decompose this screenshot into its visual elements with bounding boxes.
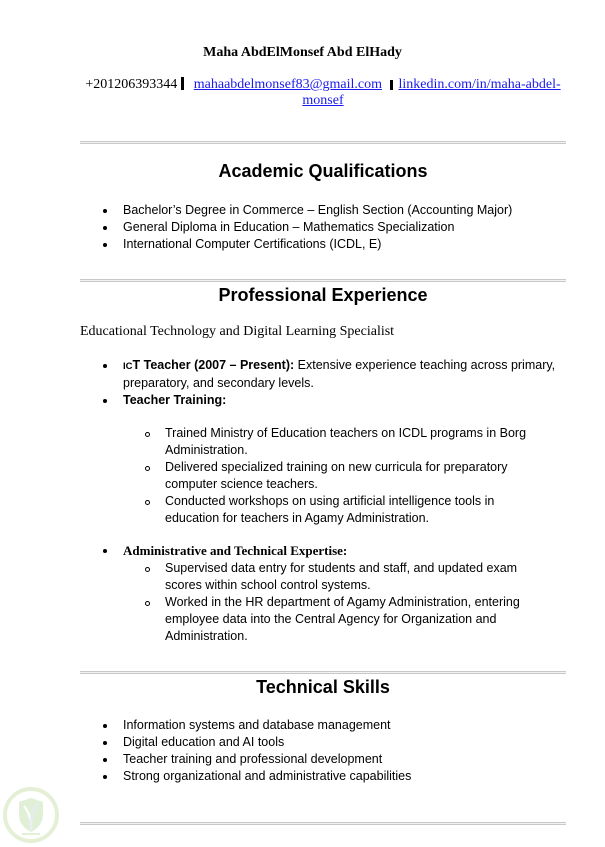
list-item-text: Information systems and database management bbox=[123, 718, 391, 732]
section-divider bbox=[80, 141, 566, 144]
section-divider bbox=[80, 279, 566, 282]
skills-list bbox=[100, 717, 411, 785]
list-item bbox=[142, 493, 542, 527]
list-item bbox=[100, 236, 512, 253]
circle-bullet-icon bbox=[145, 466, 150, 471]
list-item bbox=[142, 560, 542, 594]
list-item-text: General Diploma in Education – Mathematics Specialization bbox=[123, 220, 455, 234]
list-item bbox=[100, 717, 411, 734]
linkedin-link-line1: linkedin.com/in/maha-abdel- bbox=[398, 77, 561, 92]
section-title-skills: Technical Skills bbox=[256, 677, 390, 697]
academic-list bbox=[100, 202, 512, 253]
list-item bbox=[100, 542, 347, 560]
circle-bullet-icon bbox=[145, 567, 150, 572]
bullet-icon bbox=[103, 243, 107, 247]
job-title: Educational Technology and Digital Learning Specialist bbox=[80, 324, 395, 339]
bullet-icon bbox=[103, 724, 107, 728]
list-item-text: Digital education and AI tools bbox=[123, 735, 285, 749]
bullet-icon bbox=[103, 226, 107, 230]
training-label: Teacher Training: bbox=[123, 393, 227, 407]
admin-sublist bbox=[142, 560, 542, 645]
bullet-icon bbox=[103, 775, 107, 779]
linkedin-link-line2: monsef bbox=[302, 93, 344, 108]
list-item-text: Bachelor’s Degree in Commerce – English Section (Accounting Major) bbox=[123, 203, 513, 217]
bullet-icon bbox=[103, 741, 107, 745]
separator-bar bbox=[181, 77, 184, 90]
list-item bbox=[100, 392, 560, 409]
circle-bullet-icon bbox=[145, 432, 150, 437]
bullet-icon bbox=[103, 399, 107, 403]
list-item-text: Trained Ministry of Education teachers on ICDL programs in Borg Administration. bbox=[165, 426, 527, 457]
list-item-text: Conducted workshops on using artificial intelligence tools in education for teachers in Agamy Administration. bbox=[165, 494, 495, 525]
list-item-text: Strong organizational and administrative capabilities bbox=[123, 769, 412, 783]
circle-bullet-icon bbox=[145, 601, 150, 606]
list-item bbox=[142, 425, 542, 459]
circle-bullet-icon bbox=[145, 500, 150, 505]
list-item-text: Supervised data entry for students and staff, and updated exam scores within school control systems. bbox=[165, 561, 518, 592]
admin-label: Administrative and Technical Expertise: bbox=[123, 543, 348, 558]
list-item-text: Teacher training and professional development bbox=[123, 752, 383, 766]
admin-list bbox=[100, 542, 347, 560]
section-title-experience: Professional Experience bbox=[218, 285, 428, 305]
list-item bbox=[100, 751, 411, 768]
candidate-name: Maha AbdElMonsef Abd ElHady bbox=[203, 45, 402, 60]
section-divider bbox=[80, 671, 566, 674]
list-item bbox=[142, 594, 542, 645]
list-item bbox=[100, 357, 560, 392]
list-item bbox=[142, 459, 542, 493]
email-link[interactable]: mahaabdelmonsef83@gmail.com bbox=[193, 77, 382, 92]
list-item bbox=[100, 202, 512, 219]
list-item bbox=[100, 219, 512, 236]
list-item-text: Delivered specialized training on new curricula for preparatory computer science teachers. bbox=[165, 460, 508, 491]
separator-bar bbox=[390, 80, 393, 90]
phone-number: +201206393344 bbox=[85, 77, 178, 92]
bullet-icon bbox=[103, 209, 107, 213]
training-list bbox=[142, 425, 542, 527]
list-item bbox=[100, 768, 411, 785]
ict-label: ICT Teacher (2007 – Present): bbox=[123, 358, 295, 372]
bullet-icon bbox=[103, 758, 107, 762]
section-divider bbox=[80, 822, 566, 825]
shield-leaf-logo-icon bbox=[2, 786, 60, 844]
list-item-text: International Computer Certifications (ICDL, E) bbox=[123, 237, 382, 251]
experience-list bbox=[100, 357, 560, 409]
list-item bbox=[100, 734, 411, 751]
ict-description: Extensive experience teaching across primary, preparatory, and secondary levels. bbox=[123, 358, 556, 390]
contact-line bbox=[80, 77, 566, 109]
list-item-text: Worked in the HR department of Agamy Administration, entering employee data into the Central Agency for Organization and Administration. bbox=[165, 595, 520, 643]
bullet-icon bbox=[103, 364, 107, 368]
section-title-academic: Academic Qualifications bbox=[218, 161, 428, 181]
bullet-icon bbox=[103, 549, 107, 553]
